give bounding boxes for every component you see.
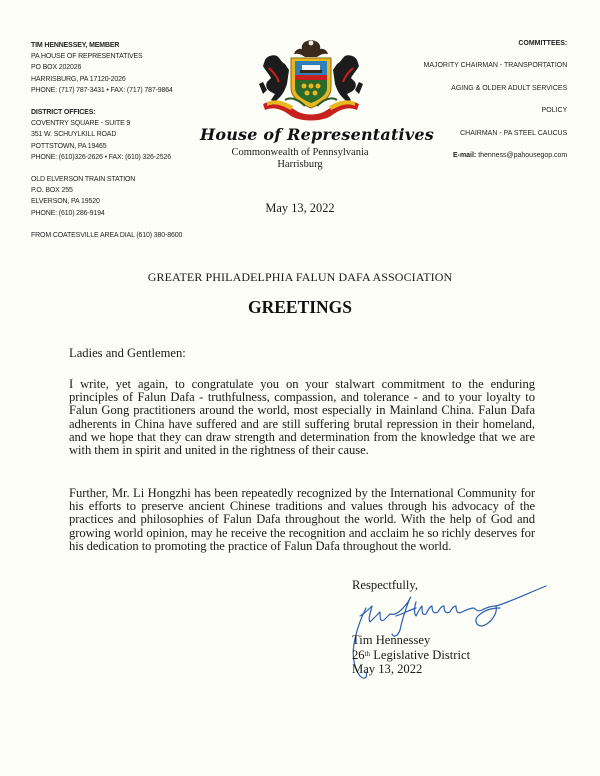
district-suffix: th xyxy=(364,649,371,658)
coatesville-dial: FROM COATESVILLE AREA DIAL (610) 380-8600 xyxy=(31,229,183,239)
district-phone: PHONE: (610)326-2626 • FAX: (610) 326-2526 xyxy=(31,151,171,161)
commonwealth-subtitle xyxy=(200,147,400,171)
district-line: POTTSTOWN, PA 19465 xyxy=(31,140,107,150)
recipient-organization: GREATER PHILADELPHIA FALUN DAFA ASSOCIATION xyxy=(147,270,453,284)
signer-date: May 13, 2022 xyxy=(352,662,423,676)
committees-block xyxy=(423,37,567,171)
email-label: E-mail: xyxy=(452,149,477,159)
greetings-heading: GREETINGS xyxy=(247,297,353,317)
email-address[interactable]: thenness@pahousegop.com xyxy=(476,149,567,159)
member-line: PA HOUSE OF REPRESENTATIVES xyxy=(31,51,143,61)
member-name: TIM HENNESSEY, MEMBER xyxy=(31,40,120,49)
elverson-phone: PHONE: (610) 286-9194 xyxy=(31,207,105,217)
signer-name: Tim Hennessey xyxy=(352,633,431,647)
signature-block xyxy=(352,633,470,677)
committee-item: POLICY xyxy=(541,105,567,115)
committees-heading: COMMITTEES: xyxy=(518,38,567,47)
commonwealth-text: Commonwealth of Pennsylvania xyxy=(231,147,369,158)
member-phone: PHONE: (717) 787-3431 • FAX: (717) 787-9864 xyxy=(31,84,173,94)
signer-district xyxy=(352,648,470,663)
elverson-line: OLD ELVERSON TRAIN STATION xyxy=(31,174,136,184)
house-of-representatives-title: House of Representatives xyxy=(200,125,434,144)
elverson-line: P.O. BOX 255 xyxy=(31,185,73,195)
city-text: Harrisburg xyxy=(277,159,323,170)
capitol-office xyxy=(31,39,233,95)
pennsylvania-coat-of-arms-icon xyxy=(255,38,367,126)
district-offices-heading: DISTRICT OFFICES: xyxy=(31,107,96,117)
district-line: 351 W. SCHUYLKILL ROAD xyxy=(31,129,117,139)
committee-item: AGING & OLDER ADULT SERVICES xyxy=(450,82,567,92)
letter-date: May 13, 2022 xyxy=(265,201,335,215)
member-line: HARRISBURG, PA 17120-2026 xyxy=(31,73,126,83)
body-paragraph-1: I write, yet again, to congratulate you on your stalwart commitment to the enduring principles of Falun Dafa - truthfulness, compassion, and tolerance - and to your loyalty to Falun Gong practitioners around the world, most especially in Mainland China. Falun Dafa adherents in China have suffered and are still suffering brutal repression in their homeland, and we hope that they can draw strength and determination from the knowledge that we are with them in spirit and united in the rightness of their cause. xyxy=(69,377,535,458)
committee-item: MAJORITY CHAIRMAN - TRANSPORTATION xyxy=(423,60,567,70)
salutation: Ladies and Gentlemen: xyxy=(69,346,186,360)
email-line xyxy=(423,149,567,171)
member-line: PO BOX 202026 xyxy=(31,62,82,72)
district-text: Legislative District xyxy=(370,647,471,662)
body-paragraph-2: Further, Mr. Li Hongzhi has been repeatedly recognized by the International Community for his efforts to preserve ancient Chinese traditions and values through his advocacy of the practices and philosophies of Falun Dafa throughout the world. With the help of God and growing world opinion, may he receive the recognition and acclaim he so richly deserves for his dedication to promoting the practice of Falun Dafa throughout the world. xyxy=(69,486,535,553)
elverson-line: ELVERSON, PA 19520 xyxy=(31,196,100,206)
committee-item: CHAIRMAN - PA STEEL CAUCUS xyxy=(459,127,567,137)
district-number: 26 xyxy=(352,647,365,662)
district-line: COVENTRY SQUARE - SUITE 9 xyxy=(31,118,131,128)
closing: Respectfully, xyxy=(352,578,418,592)
